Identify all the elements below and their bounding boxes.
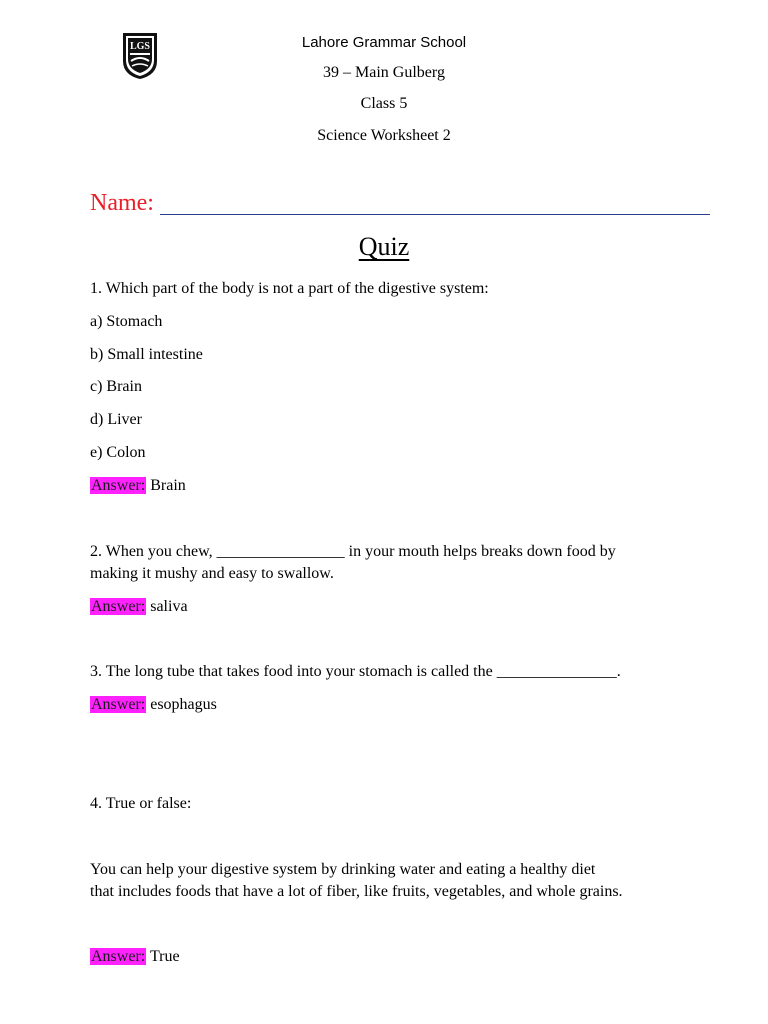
question-1-option-e: e) Colon: [90, 444, 146, 461]
question-2-answer: [90, 596, 188, 618]
question-2-prompt-line-2: making it mushy and easy to swallow.: [90, 565, 334, 582]
question-1-option-b: b) Small intestine: [90, 346, 203, 363]
school-address: 39 – Main Gulberg: [323, 64, 445, 81]
question-4-statement-line-1: You can help your digestive system by drinking water and eating a healthy diet: [90, 861, 596, 878]
answer-value: Brain: [150, 477, 186, 494]
question-1-answer: [90, 475, 186, 497]
name-label: Name:: [90, 190, 154, 216]
answer-label: Answer:: [91, 477, 146, 494]
question-1-option-d: d) Liver: [90, 411, 142, 428]
question-1-option-a: a) Stomach: [90, 313, 163, 330]
answer-value: saliva: [150, 598, 188, 615]
quiz-title: Quiz: [358, 232, 410, 261]
answer-label: Answer:: [91, 696, 146, 713]
logo-text: LGS: [129, 41, 151, 52]
worksheet-title: Science Worksheet 2: [317, 127, 451, 144]
class-label: Class 5: [360, 95, 408, 112]
answer-value: esophagus: [150, 696, 217, 713]
answer-label: Answer:: [91, 948, 146, 965]
answer-label: Answer:: [91, 598, 146, 615]
answer-value: True: [149, 948, 180, 965]
question-2-prompt-line-1: 2. When you chew, ________________ in your mouth helps breaks down food by: [90, 543, 616, 560]
question-3-answer: [90, 694, 217, 716]
question-4-prompt: 4. True or false:: [90, 795, 192, 812]
name-underline[interactable]: [160, 214, 710, 215]
question-1-prompt: 1. Which part of the body is not a part of the digestive system:: [90, 280, 489, 297]
question-4-answer: [90, 946, 180, 968]
question-4-statement-line-2: that includes foods that have a lot of fiber, like fruits, vegetables, and whole grains.: [90, 883, 623, 900]
name-field[interactable]: [90, 190, 650, 220]
question-3-prompt: 3. The long tube that takes food into your stomach is called the _______________.: [90, 663, 621, 680]
question-1-option-c: c) Brain: [90, 378, 142, 395]
school-name: Lahore Grammar School: [301, 34, 467, 51]
